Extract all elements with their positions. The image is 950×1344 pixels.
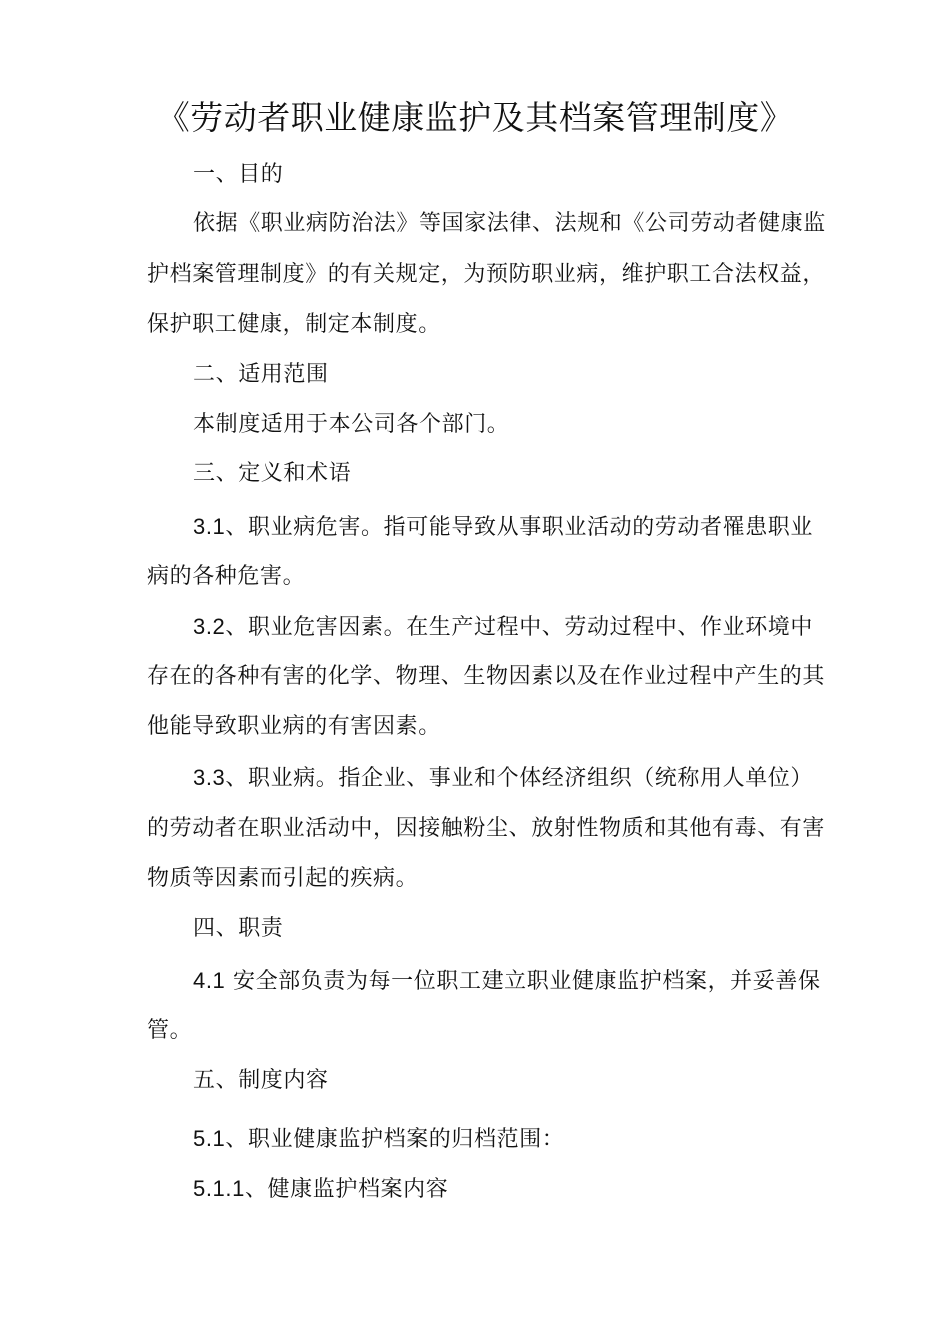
section-heading-purpose: 一、目的 bbox=[193, 162, 284, 187]
clause-number: 3.3 bbox=[193, 765, 226, 790]
section-heading-duties: 四、职责 bbox=[193, 916, 284, 941]
paragraph-line: 物质等因素而引起的疾病。 bbox=[147, 866, 419, 891]
clause-text: 、健康监护档案内容 bbox=[244, 1177, 449, 1202]
paragraph-line: 的劳动者在职业活动中，因接触粉尘、放射性物质和其他有毒、有害 bbox=[147, 816, 826, 841]
clause-text: 、职业病危害。指可能导致从事职业活动的劳动者罹患职业 bbox=[225, 515, 813, 540]
clause-number: 5.1 bbox=[193, 1126, 226, 1151]
paragraph-line: 他能导致职业病的有害因素。 bbox=[147, 714, 441, 739]
definition-3-3-line bbox=[193, 763, 813, 794]
paragraph-line: 本制度适用于本公司各个部门。 bbox=[193, 412, 510, 437]
clause-text: 、职业病。指企业、事业和个体经济组织（统称用人单位） bbox=[225, 766, 813, 791]
section-heading-definitions: 三、定义和术语 bbox=[193, 461, 352, 486]
clause-number: 3.1 bbox=[193, 514, 226, 539]
section-heading-content: 五、制度内容 bbox=[193, 1068, 329, 1093]
duty-4-1-line bbox=[193, 966, 821, 997]
clause-text: 、职业危害因素。在生产过程中、劳动过程中、作业环境中 bbox=[225, 615, 813, 640]
clause-text: 、职业健康监护档案的归档范围： bbox=[225, 1127, 565, 1152]
paragraph-line: 存在的各种有害的化学、物理、生物因素以及在作业过程中产生的其 bbox=[147, 664, 826, 689]
definition-3-2-line bbox=[193, 612, 813, 643]
definition-3-1-line bbox=[193, 512, 813, 543]
clause-number: 5.1.1 bbox=[193, 1176, 245, 1201]
clause-number: 3.2 bbox=[193, 614, 226, 639]
clause-5-1-line bbox=[193, 1124, 564, 1155]
section-heading-scope: 二、适用范围 bbox=[193, 362, 329, 387]
paragraph-line: 管。 bbox=[147, 1018, 193, 1043]
paragraph-line: 病的各种危害。 bbox=[147, 564, 306, 589]
document-title: 《劳动者职业健康监护及其档案管理制度》 bbox=[156, 98, 794, 137]
paragraph-line: 依据《职业病防治法》等国家法律、法规和《公司劳动者健康监 bbox=[193, 211, 826, 236]
clause-number: 4.1 bbox=[193, 968, 226, 993]
paragraph-line: 护档案管理制度》的有关规定，为预防职业病，维护职工合法权益， bbox=[147, 262, 826, 287]
paragraph-line: 保护职工健康，制定本制度。 bbox=[147, 312, 441, 337]
clause-text: 安全部负责为每一位职工建立职业健康监护档案，并妥善保 bbox=[225, 969, 821, 994]
clause-5-1-1-line bbox=[193, 1174, 448, 1205]
